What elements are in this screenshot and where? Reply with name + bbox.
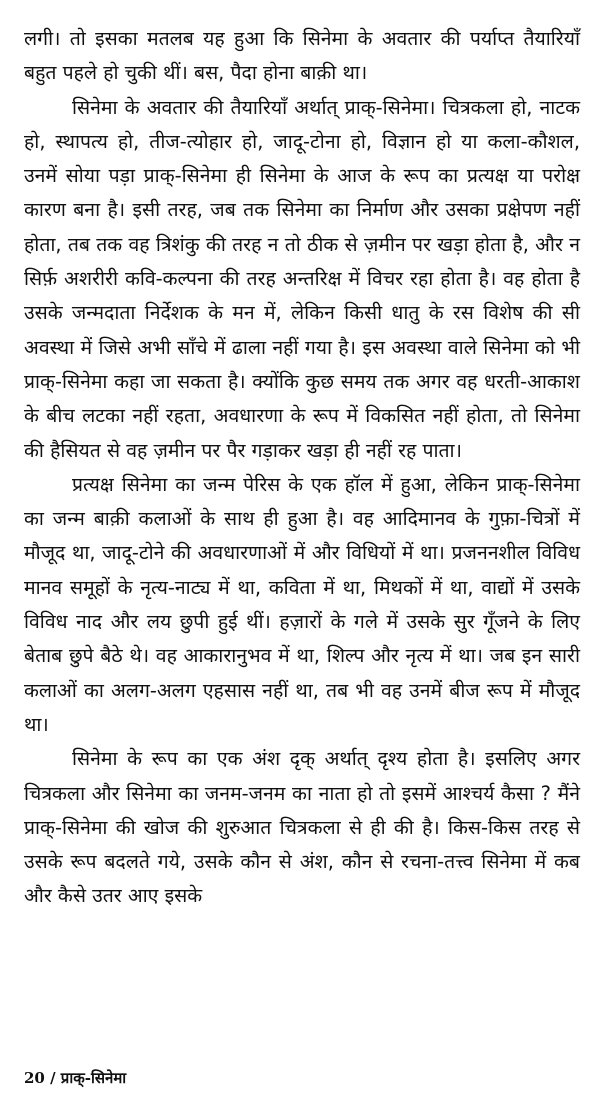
paragraph-pre-cinema-definition: सिनेमा के अवतार की तैयारियाँ अर्थात् प्राक्-सिनेमा। चित्रकला हो, नाटक हो, स्थापत्य हो, तीज-त्योहार हो, जादू-टोना हो, विज्ञान हो या कला-कौशल, उनमें सोया पड़ा प्राक्-सिनेमा ही सिनेमा के आज के रूप का प्रत्यक्ष या परोक्ष कारण बना है। इसी तरह, जब तक सिनेमा का निर्माण और उसका प्रक्षेपण नहीं होता, तब तक वह त्रिशंकु की तरह न तो ठीक से ज़मीन पर खड़ा होता है, और न सिर्फ़ अशरीरी कवि-कल्पना की तरह अन्तरिक्ष में विचर रहा होता है। वह होता है उसके जन्मदाता निर्देशक के मन में, लेकिन किसी धातु के रस विशेष की सी अवस्था में जिसे अभी साँचे में ढाला नहीं गया है। इस अवस्था वाले सिनेमा को भी प्राक्-सिनेमा कहा जा सकता है। क्योंकि कुछ समय तक अगर वह धरती-आकाश के बीच लटका नहीं रहता, अवधारणा के रूप में विकसित नहीं होता, तो सिनेमा की हैसियत से वह ज़मीन पर पैर गड़ाकर खड़ा ही नहीं रह पाता। bbox=[24, 95, 580, 462]
page-body bbox=[24, 22, 580, 914]
paragraph-birth-of-cinema: प्रत्यक्ष सिनेमा का जन्म पेरिस के एक हॉल में हुआ, लेकिन प्राक्-सिनेमा का जन्म बाक़ी कलाओं के साथ ही हुआ है। वह आदिमानव के गुफ़ा-चित्रों में मौजूद था, जादू-टोने की अवधारणाओं में और विधियों में था। प्रजननशील विविध मानव समूहों के नृत्य-नाट्य में था, कविता में था, मिथकों में था, वाद्यों में उसके विविध नाद और लय छुपी हुई थीं। हज़ारों के गले में उसके सुर गूँजने के लिए बेताब छुपे बैठे थे। वह आकारानुभव में था, शिल्प और नृत्य में था। जब इन सारी कलाओं का अलग-अलग एहसास नहीं था, तब भी वह उनमें बीज रूप में मौजूद था। bbox=[24, 472, 580, 736]
paragraph-painting-and-cinema: सिनेमा के रूप का एक अंश दृक् अर्थात् दृश्य होता है। इसलिए अगर चित्रकला और सिनेमा का जनम-जनम का नाता हो तो इसमें आश्चर्य कैसा ? मैंने प्राक्-सिनेमा की खोज की शुरुआत चित्रकला से ही की है। किस-किस तरह से उसके रूप बदलते गये, उसके कौन से अंश, कौन से रचना-तत्त्व सिनेमा में कब और कैसे उतर आए इसके bbox=[24, 747, 580, 908]
paragraph-continuation: लगी। तो इसका मतलब यह हुआ कि सिनेमा के अवतार की पर्याप्त तैयारियाँ बहुत पहले हो चुकी थीं। बस, पैदा होना बाक़ी था। bbox=[24, 27, 580, 85]
page-footer: 20 / प्राक्-सिनेमा bbox=[24, 1069, 127, 1087]
